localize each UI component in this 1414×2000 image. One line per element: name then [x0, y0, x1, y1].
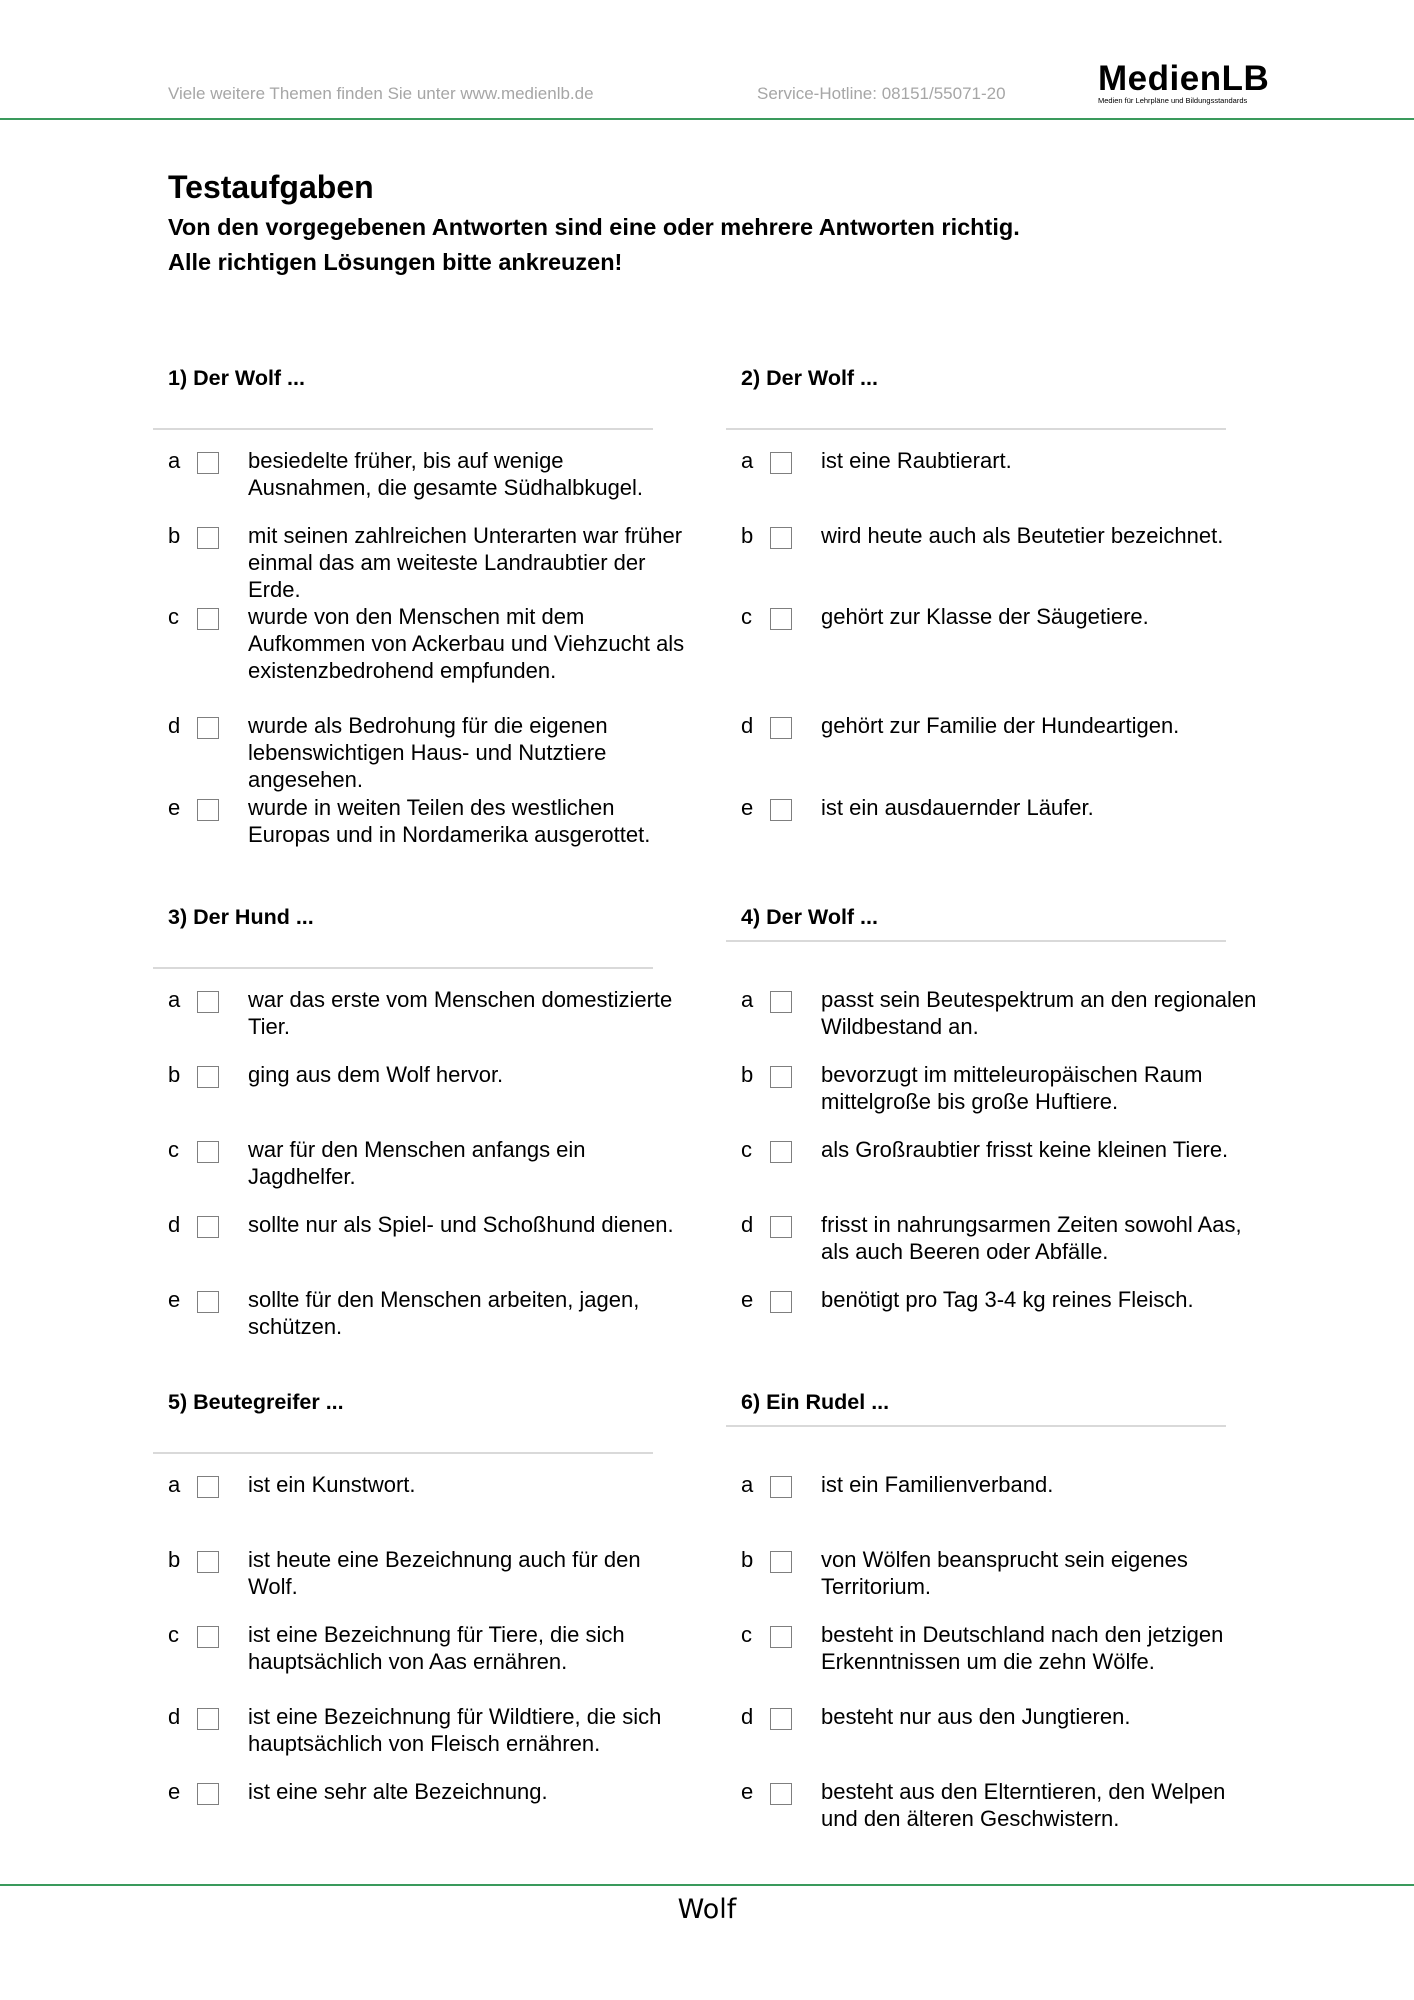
answer-checkbox[interactable] [770, 1626, 792, 1648]
option-letter: d [741, 1212, 754, 1237]
question-5-divider [153, 1452, 653, 1454]
answer-checkbox[interactable] [197, 1066, 219, 1088]
option-letter: e [741, 1287, 754, 1312]
answer-checkbox[interactable] [197, 1476, 219, 1498]
option-letter: a [741, 987, 754, 1012]
option-text: war für den Menschen anfangs ein Jagdhelfer. [248, 1137, 586, 1189]
question-4-divider [726, 940, 1226, 942]
question-6-title: 6) Ein Rudel ... [741, 1390, 890, 1414]
answer-checkbox[interactable] [197, 1783, 219, 1805]
answer-checkbox[interactable] [197, 608, 219, 630]
footer-topic: Wolf [677, 1894, 737, 1925]
option-text: besteht in Deutschland nach den jetzigen Erkenntnissen um die zehn Wölfe. [821, 1622, 1224, 1674]
option-letter: b [168, 1547, 181, 1572]
option-letter: e [741, 795, 754, 820]
option-text: ist eine sehr alte Bezeichnung. [248, 1779, 548, 1804]
option-text: war das erste vom Menschen domestizierte Tier. [248, 987, 673, 1039]
option-text: sollte nur als Spiel- und Schoßhund dienen. [248, 1212, 674, 1237]
answer-checkbox[interactable] [770, 1066, 792, 1088]
question-6-divider [726, 1425, 1226, 1427]
option-letter: d [741, 1704, 754, 1729]
option-letter: a [741, 448, 754, 473]
option-text: von Wölfen beansprucht sein eigenes Territorium. [821, 1547, 1188, 1599]
option-text: gehört zur Klasse der Säugetiere. [821, 604, 1149, 629]
option-letter: d [168, 713, 181, 738]
option-text: ist eine Bezeichnung für Tiere, die sich hauptsächlich von Aas ernähren. [248, 1622, 625, 1674]
option-text: ist ein Kunstwort. [248, 1472, 416, 1497]
header-divider [0, 118, 1414, 120]
option-text: besiedelte früher, bis auf wenige Ausnahmen, die gesamte Südhalbkugel. [248, 448, 644, 500]
header-website-text: Viele weitere Themen finden Sie unter www.medienlb.de [168, 84, 594, 103]
answer-checkbox[interactable] [770, 527, 792, 549]
instruction-line-2: Alle richtigen Lösungen bitte ankreuzen! [168, 249, 623, 275]
answer-checkbox[interactable] [197, 1626, 219, 1648]
option-text: passt sein Beutespektrum an den regionalen Wildbestand an. [821, 987, 1257, 1039]
option-letter: c [168, 604, 179, 629]
question-1-title: 1) Der Wolf ... [168, 366, 305, 390]
option-text: besteht nur aus den Jungtieren. [821, 1704, 1131, 1729]
option-letter: c [741, 604, 752, 629]
answer-checkbox[interactable] [197, 1291, 219, 1313]
option-letter: e [741, 1779, 754, 1804]
option-text: ging aus dem Wolf hervor. [248, 1062, 504, 1087]
page-title: Testaufgaben [168, 169, 374, 205]
answer-checkbox[interactable] [770, 608, 792, 630]
option-letter: c [741, 1137, 752, 1162]
option-letter: b [741, 1062, 754, 1087]
answer-checkbox[interactable] [770, 1216, 792, 1238]
option-letter: b [168, 1062, 181, 1087]
answer-checkbox[interactable] [197, 452, 219, 474]
question-2-divider [726, 428, 1226, 430]
option-text: als Großraubtier frisst keine kleinen Tiere. [821, 1137, 1229, 1162]
answer-checkbox[interactable] [197, 799, 219, 821]
option-letter: d [168, 1704, 181, 1729]
answer-checkbox[interactable] [770, 1291, 792, 1313]
option-text: ist eine Raubtierart. [821, 448, 1012, 473]
logo-tagline: Medien für Lehrpläne und Bildungsstandards [1098, 96, 1248, 105]
option-text: gehört zur Familie der Hundeartigen. [821, 713, 1180, 738]
option-letter: d [168, 1212, 181, 1237]
question-2-title: 2) Der Wolf ... [741, 366, 878, 390]
option-text: ist eine Bezeichnung für Wildtiere, die sich hauptsächlich von Fleisch ernähren. [248, 1704, 662, 1756]
option-letter: e [168, 1287, 181, 1312]
question-5-title: 5) Beutegreifer ... [168, 1390, 344, 1414]
option-text: wird heute auch als Beutetier bezeichnet. [821, 523, 1224, 548]
option-text: ist ein ausdauernder Läufer. [821, 795, 1094, 820]
option-text: frisst in nahrungsarmen Zeiten sowohl Aas, als auch Beeren oder Abfälle. [821, 1212, 1242, 1264]
option-text: sollte für den Menschen arbeiten, jagen, schützen. [248, 1287, 640, 1339]
question-1-divider [153, 428, 653, 430]
option-text: bevorzugt im mitteleuropäischen Raum mittelgroße bis große Huftiere. [821, 1062, 1203, 1114]
answer-checkbox[interactable] [770, 1708, 792, 1730]
option-letter: c [168, 1622, 179, 1647]
answer-checkbox[interactable] [770, 1476, 792, 1498]
option-text: ist heute eine Bezeichnung auch für den Wolf. [248, 1547, 641, 1599]
option-letter: a [168, 987, 181, 1012]
answer-checkbox[interactable] [770, 1783, 792, 1805]
option-text: mit seinen zahlreichen Unterarten war früher einmal das am weiteste Landraubtier der Erde. [248, 523, 683, 602]
answer-checkbox[interactable] [197, 717, 219, 739]
option-letter: c [741, 1622, 752, 1647]
instruction-line-1: Von den vorgegebenen Antworten sind eine oder mehrere Antworten richtig. [168, 214, 1020, 240]
option-text: benötigt pro Tag 3-4 kg reines Fleisch. [821, 1287, 1194, 1312]
question-4-title: 4) Der Wolf ... [741, 905, 878, 929]
answer-checkbox[interactable] [770, 1141, 792, 1163]
option-letter: a [741, 1472, 754, 1497]
option-letter: b [741, 523, 754, 548]
answer-checkbox[interactable] [770, 717, 792, 739]
answer-checkbox[interactable] [770, 452, 792, 474]
answer-checkbox[interactable] [197, 1141, 219, 1163]
option-text: ist ein Familienverband. [821, 1472, 1054, 1497]
answer-checkbox[interactable] [770, 1551, 792, 1573]
footer-divider [0, 1884, 1414, 1886]
option-letter: e [168, 1779, 181, 1804]
option-text: wurde von den Menschen mit dem Aufkommen von Ackerbau und Viehzucht als existenzbedrohend empfunden. [248, 604, 685, 683]
option-text: besteht aus den Elterntieren, den Welpen und den älteren Geschwistern. [821, 1779, 1226, 1831]
medienlb-logo [1098, 59, 1290, 105]
option-letter: e [168, 795, 181, 820]
answer-checkbox[interactable] [197, 1708, 219, 1730]
option-letter: b [741, 1547, 754, 1572]
option-letter: a [168, 1472, 181, 1497]
answer-checkbox[interactable] [197, 1216, 219, 1238]
option-letter: d [741, 713, 754, 738]
option-text: wurde in weiten Teilen des westlichen Europas und in Nordamerika ausgerottet. [248, 795, 651, 847]
option-letter: a [168, 448, 181, 473]
question-3-title: 3) Der Hund ... [168, 905, 314, 929]
answer-checkbox[interactable] [770, 799, 792, 821]
answer-checkbox[interactable] [770, 991, 792, 1013]
option-letter: b [168, 523, 181, 548]
answer-checkbox[interactable] [197, 991, 219, 1013]
answer-checkbox[interactable] [197, 1551, 219, 1573]
option-text: wurde als Bedrohung für die eigenen lebenswichtigen Haus- und Nutztiere angesehen. [248, 713, 608, 792]
option-letter: c [168, 1137, 179, 1162]
header-hotline-text: Service-Hotline: 08151/55071-20 [757, 84, 1006, 103]
logo-name: MedienLB [1098, 59, 1270, 98]
answer-checkbox[interactable] [197, 527, 219, 549]
question-3-divider [153, 967, 653, 969]
